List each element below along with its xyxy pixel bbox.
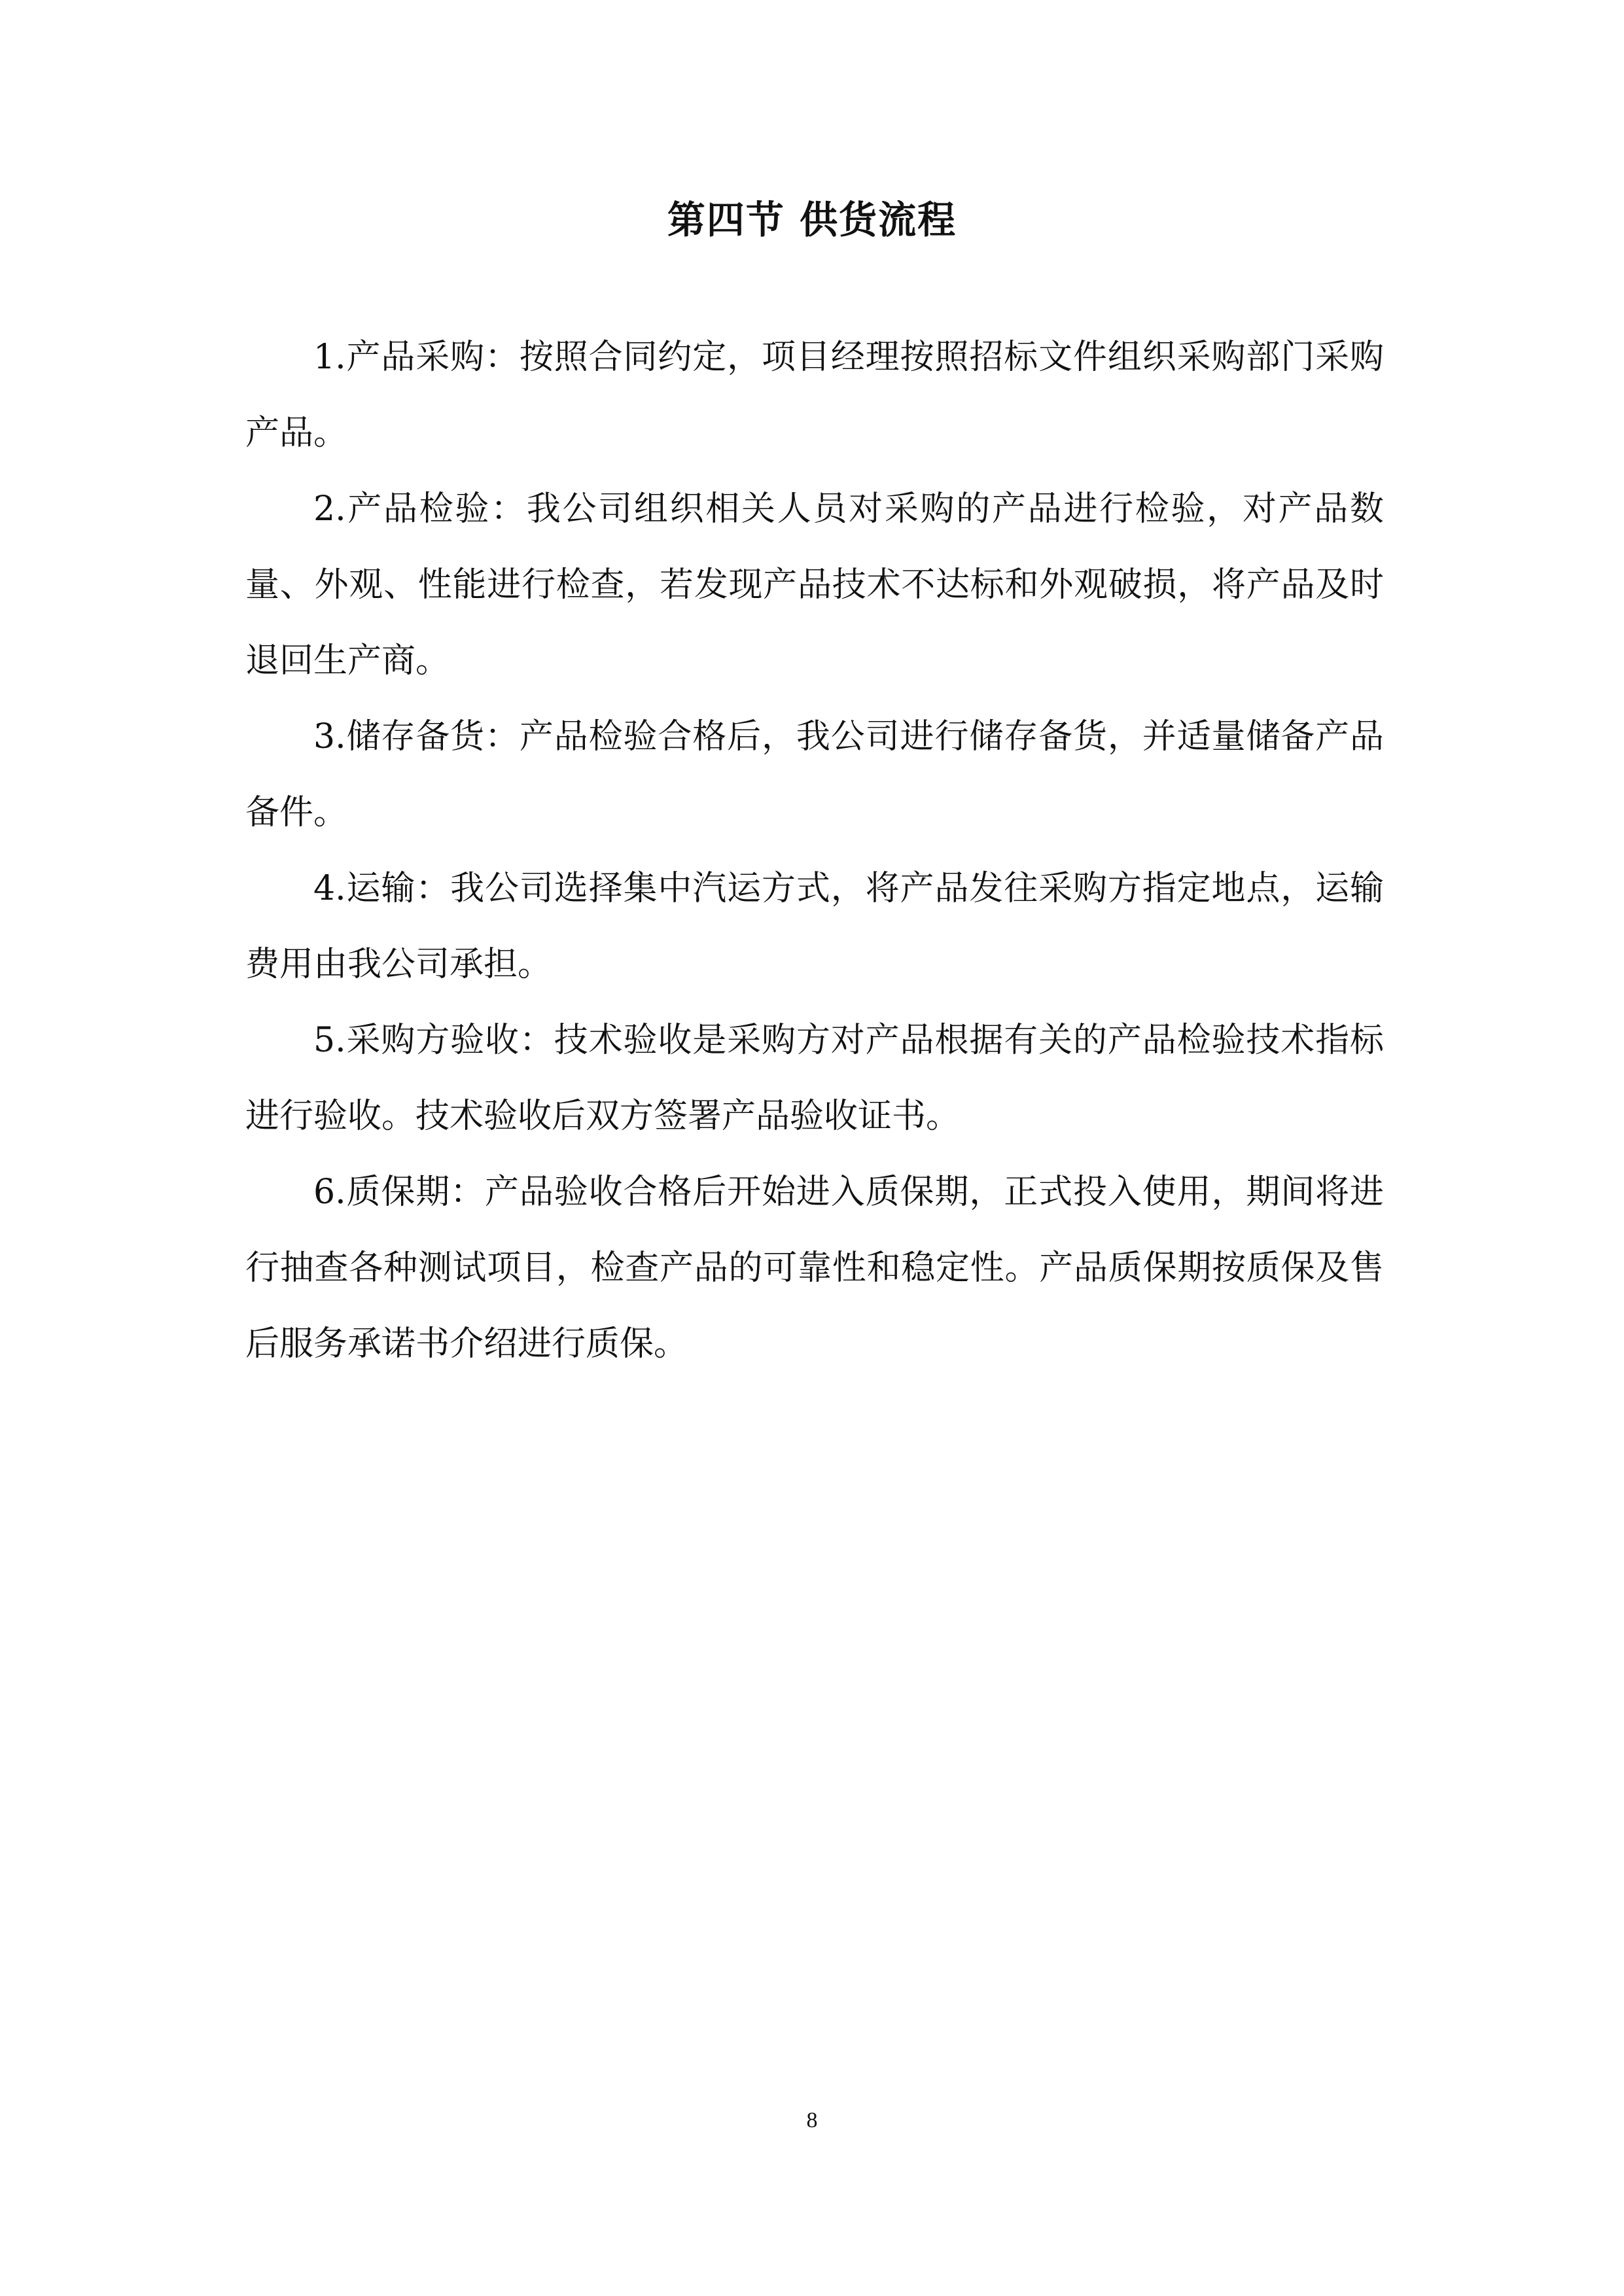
paragraph-buyer-acceptance: 5.采购方验收：技术验收是采购方对产品根据有关的产品检验技术指标进行验收。技术验收后双方签署产品验收证书。 bbox=[245, 1021, 1384, 1136]
paragraph-transportation: 4.运输：我公司选择集中汽运方式，将产品发往采购方指定地点，运输费用由我公司承担。 bbox=[245, 869, 1384, 984]
section-title: 第四节 供货流程 bbox=[667, 198, 957, 242]
paragraph-product-procurement: 1.产品采购：按照合同约定，项目经理按照招标文件组织采购部门采购产品。 bbox=[245, 338, 1384, 453]
paragraph-product-inspection: 2.产品检验：我公司组织相关人员对采购的产品进行检验，对产品数量、外观、性能进行检查，若发现产品技术不达标和外观破损，将产品及时退回生产商。 bbox=[245, 489, 1384, 680]
paragraph-warranty-period: 6.质保期：产品验收合格后开始进入质保期，正式投入使用，期间将进行抽查各种测试项目，检查产品的可靠性和稳定性。产品质保期按质保及售后服务承诺书介绍进行质保。 bbox=[245, 1173, 1384, 1364]
paragraph-storage-stocking: 3.储存备货：产品检验合格后，我公司进行储存备货，并适量储备产品备件。 bbox=[245, 717, 1384, 832]
section-body bbox=[245, 319, 1384, 1382]
page-number: 8 bbox=[806, 2108, 818, 2132]
